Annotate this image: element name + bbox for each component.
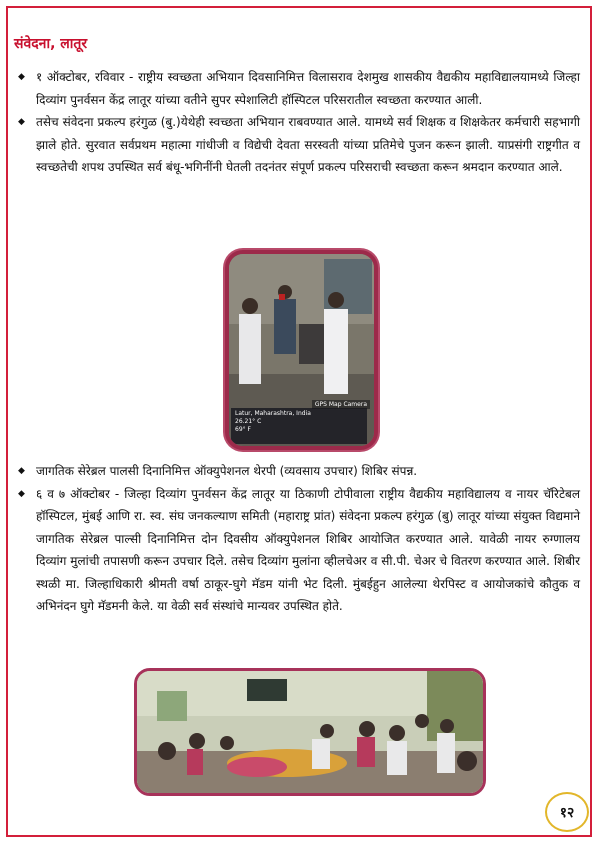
gps-location: Latur, Maharashtra, India <box>235 410 311 417</box>
bullet-list-top <box>14 66 580 179</box>
gps-camera-tag: GPS Map Camera <box>312 400 370 409</box>
section-title: संवेदना, लातूर <box>14 36 88 52</box>
page-number: १२ <box>545 792 589 832</box>
diamond-bullet-icon: ◆ <box>18 466 25 476</box>
bullet-text: जागतिक सेरेब्रल पालसी दिनानिमित्त ऑक्युपेशनल थेरपी (व्यवसाय उपचार) शिबिर संपन्न. <box>36 464 418 478</box>
bullet-item <box>14 483 580 618</box>
photo-illustration <box>137 671 483 793</box>
bullet-item <box>14 460 580 483</box>
bullet-item <box>14 66 580 111</box>
bullet-list-bottom <box>14 460 580 618</box>
bullet-item <box>14 111 580 179</box>
therapy-camp-photo <box>134 668 486 796</box>
diamond-bullet-icon: ◆ <box>18 488 25 499</box>
cleanliness-drive-photo <box>225 250 378 450</box>
gps-camera-overlay <box>231 408 367 444</box>
gps-temp-c: 26.21° C <box>235 418 262 425</box>
diamond-bullet-icon: ◆ <box>18 117 25 127</box>
diamond-bullet-icon: ◆ <box>18 72 25 82</box>
bullet-text: तसेच संवेदना प्रकल्प हरंगुळ (बु.)येथेही स्वच्छता अभियान राबवण्यात आले. यामध्ये सर्व शिक्षक व शिक्षकेतर कर्मचारी सहभागी झाले होते. सुरवात सर्वप्रथम महात्मा गांधीजी व विद्येची देवता सरस्वती यांच्या प्रतिमेचे पुजन करून झाली. याप्रसंगी राष्ट्रगीत व स्वच्छतेची शपथ उपस्थित सर्व बंधू-भगिनींनी घेतली तदनंतर संपूर्ण प्रकल्प परिसराची स्वच्छता करून श्रमदान करण्यात आले. <box>36 115 580 174</box>
bullet-text: १ ऑक्टोबर, रविवार - राष्ट्रीय स्वच्छता अभियान दिवसानिमित्त विलासराव देशमुख शासकीय वैद्यकीय महाविद्यालयामध्ये जिल्हा दिव्यांग पुनर्वसन केंद्र लातूर यांच्या वतीने सुपर स्पेशालिटी हॉस्पिटल परिसरातील स्वच्छता करण्यात आली. <box>36 70 580 107</box>
gps-temp-f: 69° F <box>235 426 251 433</box>
bullet-text: ६ व ७ ऑक्टोबर - जिल्हा दिव्यांग पुनर्वसन केंद्र लातूर या ठिकाणी टोपीवाला राष्ट्रीय वैद्यकीय महाविद्यालय व नायर चॅरिटेबल हॉस्पिटल, मुंबई आणि रा. स्व. संघ जनकल्याण समिती (महाराष्ट्र प्रांत) संवेदना प्रकल्प हरंगुळ (बु) लातूर यांच्या संयुक्त विद्यमाने जागतिक सेरेब्रल पाल्सी दिनानिमित्त दोन दिवसीय ऑक्युपेशनल शिबिर आयोजित करण्यात आले. यावेळी नायर रुग्णालय दिव्यांग मुलांची तपासणी करून उपचार दिले. तसेच दिव्यांग मुलांना व्हीलचेअर व सी.पी. चेअर चे वितरण करण्यात आले. शिबीर स्थळी मा. जिल्हाधिकारी श्रीमती वर्षा ठाकूर-घुगे मॅडम यांनी भेट दिली. मुंबईहुन आलेल्या थेरपिस्ट व आयोजकांचे कौतुक व अभिनंदन घुगे मॅडमनी केले. या वेळी सर्व संस्थांचे मान्यवर उपस्थित होते. <box>36 486 581 613</box>
